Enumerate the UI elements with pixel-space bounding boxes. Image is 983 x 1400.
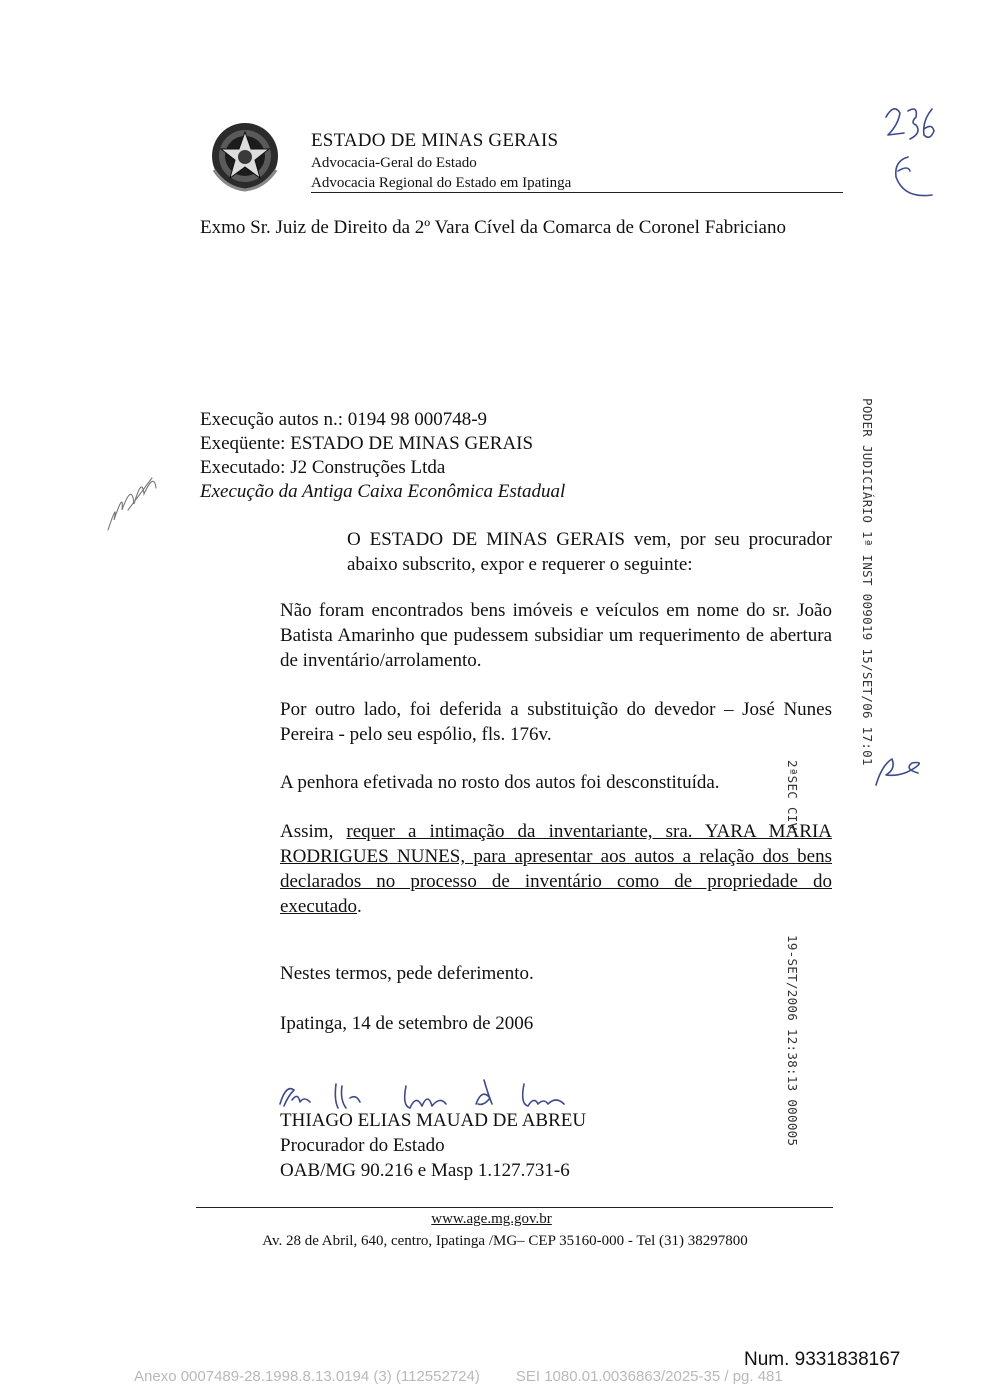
- footer-divider: [196, 1207, 833, 1208]
- handwritten-initials-mark: [868, 745, 928, 790]
- case-number: Execução autos n.: 0194 98 000748-9: [200, 409, 488, 430]
- footer-address: Av. 28 de Abril, 640, centro, Ipatinga /MG– CEP 35160-000 - Tel (31) 38297800: [262, 1233, 748, 1249]
- case-defendant: Executado: J2 Construções Ltda: [200, 457, 446, 478]
- case-details: [200, 408, 565, 504]
- date-line: Ipatinga, 14 de setembro de 2006: [280, 1013, 534, 1034]
- state-coat-of-arms-seal: [206, 120, 284, 192]
- request-lead: Assim,: [280, 821, 347, 842]
- case-type: Execução da Antiga Caixa Econômica Estadual: [200, 481, 566, 502]
- signature-block: [280, 1108, 586, 1183]
- header-subtitle-regional: Advocacia Regional do Estado em Ipatinga: [311, 175, 572, 191]
- paragraph-request: [280, 819, 832, 919]
- request-tail: .: [357, 896, 362, 917]
- case-plaintiff: Exeqüente: ESTADO DE MINAS GERAIS: [200, 433, 534, 454]
- paragraph-no-assets: Não foram encontrados bens imóveis e veículos em nome do sr. João Batista Amarinho que pudessem subsidiar um requerimento de abertura de inventário/arrolamento.: [280, 600, 832, 671]
- request-underlined: requer a intimação da inventariante, sra. YARA MARIA RODRIGUES NUNES, para apresentar aos autos a relação dos bens declarados no processo de inventário como de propriedade do executado: [280, 821, 832, 917]
- annex-reference: Anexo 0007489-28.1998.8.13.0194 (3) (112552724): [134, 1368, 480, 1385]
- footer-website: [0, 1211, 983, 1228]
- signer-registration: OAB/MG 90.216 e Masp 1.127.731-6: [280, 1160, 570, 1181]
- signer-role: Procurador do Estado: [280, 1135, 445, 1156]
- handwritten-page-number-mark: [880, 95, 940, 210]
- header-divider: [311, 192, 843, 193]
- intro-paragraph: O ESTADO DE MINAS GERAIS vem, por seu procurador abaixo subscrito, expor e requerer o seguinte:: [347, 529, 832, 575]
- paragraph-substitution: Por outro lado, foi deferida a substituição do devedor – José Nunes Pereira - pelo seu espólio, fls. 176v.: [280, 699, 832, 745]
- header-title: ESTADO DE MINAS GERAIS: [311, 130, 559, 151]
- signer-name: THIAGO ELIAS MAUAD DE ABREU: [280, 1110, 587, 1131]
- document-number: Num. 9331838167: [744, 1349, 901, 1370]
- sei-reference: SEI 1080.01.0036863/2025-35 / pg. 481: [515, 1368, 783, 1385]
- footer-website-link[interactable]: www.age.mg.gov.br: [431, 1211, 552, 1227]
- pencil-margin-scribble: [98, 460, 168, 550]
- annex-watermark: [134, 1368, 914, 1385]
- addressee-line: Exmo Sr. Juiz de Direito da 2º Vara Cível da Comarca de Coronel Fabriciano: [200, 217, 786, 238]
- court-protocol-stamp: PODER JUDICIÁRIO 1ª INST 009019 15/SET/06 17:01: [860, 398, 875, 766]
- header-subtitle-agency: Advocacia-Geral do Estado: [311, 155, 477, 171]
- second-civil-section-stamp: 2ªSEC CIV: [785, 760, 800, 831]
- closing-line: Nestes termos, pede deferimento.: [280, 963, 534, 984]
- received-datetime-stamp: 19-SET/2006 12:38:13 000005: [785, 935, 800, 1147]
- paragraph-seizure: A penhora efetivada no rosto dos autos foi desconstituída.: [280, 772, 720, 793]
